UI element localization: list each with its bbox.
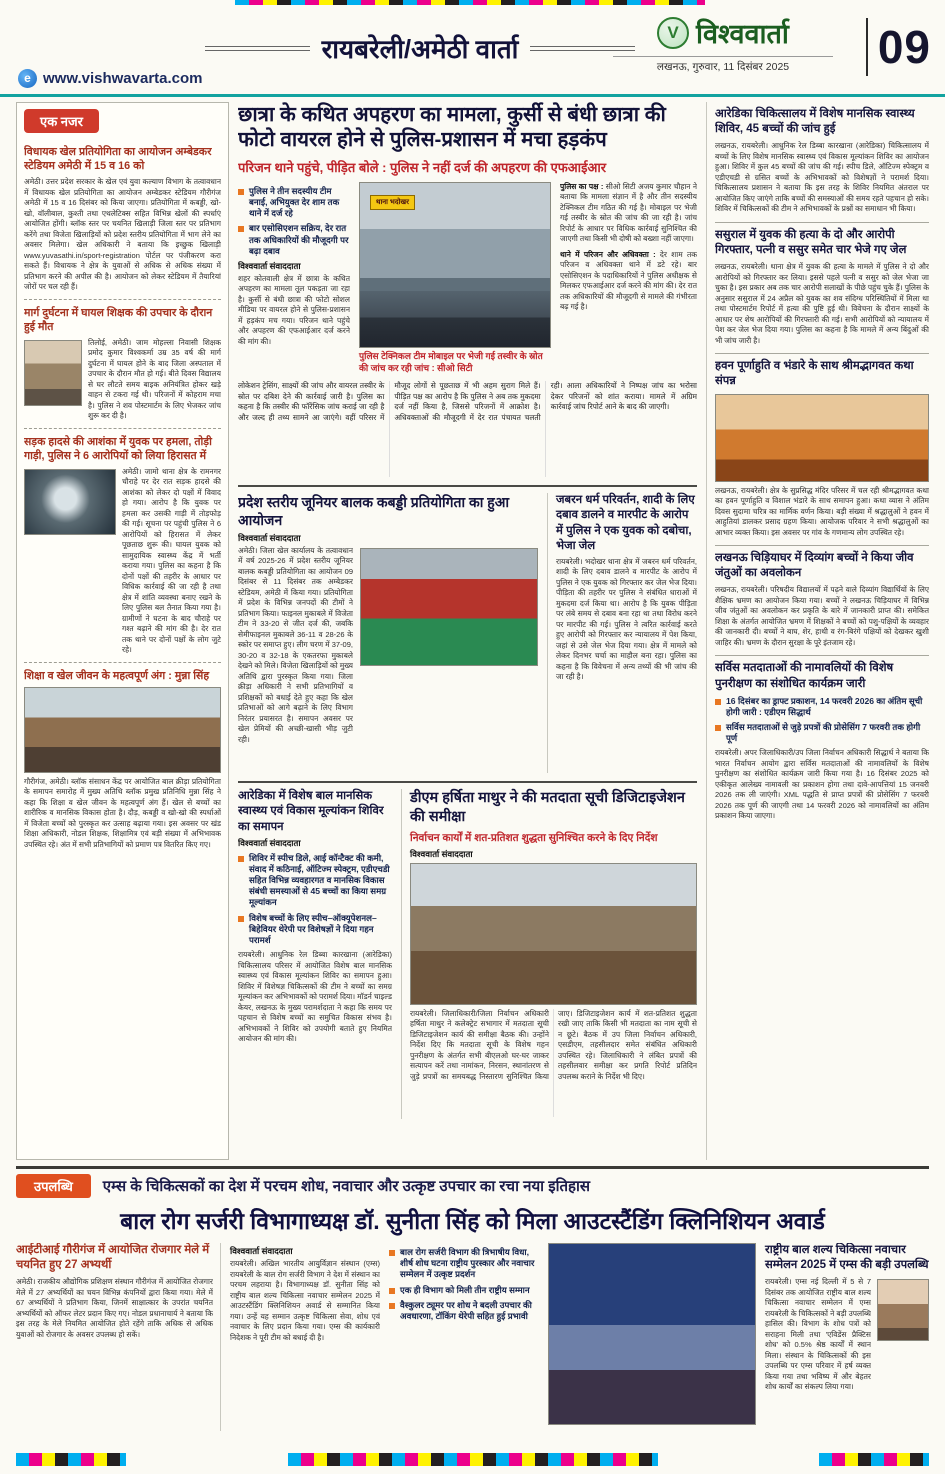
bullet-square-icon [715,725,721,731]
iti-job-fair-article [16,1243,221,1431]
section-title-wrap [205,30,635,66]
article-headline: आरेडिका चिकित्सालय में विशेष मानसिक स्वास्थ्य शिविर, 45 बच्चों की जांच हुई [715,108,915,136]
bullet-square-icon [238,916,244,922]
bullet-text: बाल रोग सर्जरी विभाग की त्रिभाषीय विधा, शीर्ष शोध घटना राष्ट्रीय पुरस्कार और नवाचार सम्मेलन में उत्कृष्ट प्रदर्शन [400,1247,535,1280]
website-url: www.vishwavarta.com [43,70,203,87]
color-registration-top [235,0,705,5]
right-article-2 [715,223,929,354]
byline: विश्ववार्ता संवाददाता [230,1246,293,1256]
review-meeting-photo [410,863,697,1005]
article-body: अमेठी। जामो थाना क्षेत्र के रामनगर चौराहे पर देर रात सड़क हादसे की आशंका को लेकर दो पक्षों में विवाद हो गया। आरोप है कि युवक पर हमला कर उसकी गाड़ी में तोड़फोड़ की गई। सूचना पर पहुंची पुलिस ने 6 आरोपियों को हिरासत में लेकर पूछताछ शुरू की। घायल युवक को सामुदायिक स्वास्थ्य केंद्र में भर्ती कराया गया। पुलिस का कहना है कि दोनों पक्षों की तहरीर के आधार पर विधिक कार्रवाई की जा रही है तथा क्षेत्र में शांति व्यवस्था बनाए रखने के लिए पुलिस बल तैनात किया गया है। ग्रामीणों ने घटना के बाद चौराहे पर गश्त बढ़ाने की मांग की है। देर रात तक थाने पर दोनों पक्षों के लोग जुटे रहे। [122,466,221,655]
globe-icon: e [18,69,37,88]
bullet-square-icon [238,856,244,862]
article-body: रायबरेली। आधुनिक रेल डिब्बा कारखाना (आरेडिका) चिकित्सालय परिसर में आयोजित विशेष बाल मानसिक स्वास्थ्य एवं विकास मूल्यांकन शिविर का समापन हुआ। शिविर में विशेषज्ञ चिकित्सकों की टीम ने बच्चों का समग्र मूल्यांकन कर अभिभावकों को परामर्श दिया। मॉडर्न चाइल्ड केयर, लखनऊ के मुख्य परामर्शदाता ने कहा कि समय पर पहचान से विशेष बच्चों का समुचित विकास संभव है। अभिभावकों ने शिविर को उपयोगी बताते हुए नियमित आयोजन की मांग की। [238,950,392,1044]
right-article-5 [715,656,929,829]
bullet-square-icon [715,699,721,705]
article-headline: लखनऊ चिड़ियाघर में दिव्यांग बच्चों ने किया जीव जंतुओं का अवलोकन [715,552,914,580]
doctor-portrait-photo [877,1279,929,1341]
revision-bullet-1 [715,696,929,718]
mid-row-3 [238,781,697,1119]
band-strip-headline: एम्स के चिकित्सकों का देश में परचम शोध, नवाचार और उत्कृष्ट उपचार का रचा नया इतिहास [102,1178,591,1195]
color-registration-bottom [16,1453,929,1466]
article-body: अमेठी। उत्तर प्रदेश सरकार के खेल एवं युवा कल्याण विभाग के तत्वावधान में विधायक खेल प्रतियोगिता का आयोजन अम्बेडकर स्टेडियम गौरीगंज अमेठी में 15 व 16 दिसंबर को किया जाएगा। प्रतियोगिता में कबड्डी, खो-खो, वॉलीबाल, कुश्ती तथा एथलेटिक्स सहित विभिन्न खेलों की स्पर्धाएं आयोजित होंगी। ब्लॉक स्तर पर चयनित खिलाड़ी जिला स्तर पर प्रतिभाग करेंगे तथा विजेता खिलाड़ियों को प्रदेश स्तरीय प्रतियोगिता में भाग लेने का अवसर मिलेगा। खेल अधिकारी ने बताया कि इच्छुक खिलाड़ी www.yuvasathi.in/sport-registration पोर्टल पर पंजीकरण करा सकते हैं। विधायक ने क्षेत्र के युवाओं से अधिक से अधिक संख्या में प्रतिभाग करने की अपील की है। आयोजन को लेकर स्टेडियम में तैयारियां जोरों पर चल रही हैं। [24,177,221,292]
award-ceremony-photo [548,1243,756,1425]
photo-crowd-figure [360,291,550,347]
brand-logo-icon: V [657,17,689,49]
article-headline: प्रदेश स्तरीय जूनियर बालक कबड्डी प्रतियोगिता का हुआ आयोजन [238,494,510,529]
prize-ceremony-photo [24,687,221,773]
lead-body: लोकेशन ट्रेसिंग, साक्ष्यों की जांच और वायरल तस्वीर के स्रोत पर दबिश देने की कार्रवाई जारी है। पुलिस का कहना है कि तस्वीर की फॉरेंसिक जांच कराई जा रही है और जल्द ही तथ्य सामने आ जाएंगे। वहीं परिसर में मौजूद लोगों से पूछताछ में भी अहम सुराग मिले हैं। पीड़ित पक्ष का आरोप है कि पुलिस ने अब तक मुकदमा दर्ज नहीं किया है, जिससे परिजनों में आक्रोश है। अधिवक्ताओं की मौजूदगी में देर रात पंचायत चलती रही। आला अधिकारियों ने निष्पक्ष जांच का भरोसा देकर परिजनों को शांत कराया। मामले में अग्रिम कार्रवाई जांच रिपोर्ट आने के बाद की जाएगी। [238,381,697,422]
kabaddi-article [238,493,538,773]
article-body: रायबरेली। जिलाधिकारी/जिला निर्वाचन अधिकारी हर्षिता माथुर ने कलेक्ट्रेट सभागार में मतदाता सूची डिजिटाइजेशन कार्य की समीक्षा बैठक की। उन्होंने निर्देश दिए कि मतदाता सूची के विशेष गहन पुनरीक्षण के अंतर्गत सभी बीएलओ घर-घर जाकर सत्यापन करें तथा नामांकन, निरसन, स्थानांतरण से जुड़े प्रपत्रों का समयबद्ध निस्तारण सुनिश्चित किया जाए। डिजिटाइजेशन कार्य में शत-प्रतिशत शुद्धता रखी जाए ताकि किसी भी मतदाता का नाम सूची से न छूटे। बैठक में उप जिला निर्वाचन अधिकारी, एसडीएम, तहसीलदार समेत संबंधित अधिकारी उपस्थित रहे। जिलाधिकारी ने लंबित प्रपत्रों की तहसीलवार समीक्षा कर प्रगति रिपोर्ट प्रतिदिन उपलब्ध कराने के निर्देश भी दिए। [410,1008,697,1081]
article-headline: शिक्षा व खेल जीवन के महत्वपूर्ण अंग : मुन्ना सिंह [24,669,210,682]
color-bar-center [288,1453,658,1466]
band-main-headline: बाल रोग सर्जरी विभागाध्यक्ष डॉ. सुनीता सिंह को मिला आउटस्टैंडिंग क्लिनिशियन अवार्ड [120,1208,825,1234]
article-headline: मार्ग दुर्घटना में घायल शिक्षक की उपचार के दौरान हुई मौत [24,306,213,333]
police-station-signboard: थाना भदोखर [370,195,415,210]
lead-photo-block [359,182,551,374]
article-body: रायबरेली। एम्स नई दिल्ली में 5 से 7 दिसंबर तक आयोजित राष्ट्रीय बाल शल्य चिकित्सा नवाचार सम्मेलन में एम्स रायबरेली के चिकित्सकों ने बड़ी उपलब्धि हासिल की। विभाग के शोध पत्रों को सराहना मिली तथा 'एविडेंस प्रैक्टिस शोध' को 0.5% श्रेष्ठ कार्यों में स्थान मिला। संस्थान के चिकित्सकों की इस उपलब्धि पर एम्स परिवार में हर्ष व्यक्त किया गया तथा भविष्य में और बेहतर शोध कार्यों का संकल्प लिया गया। [765,1277,871,1392]
bullet-square-icon [389,1250,395,1256]
byline: विश्ववार्ता संवाददाता [238,837,301,848]
side-lead2-label: थाने में परिजन और अधिवक्ता : [560,249,656,259]
camp-bullet-2 [238,913,392,947]
ek-nazar-article-1 [24,139,221,300]
bullet-text: विशेष बच्चों के लिए स्पीच–ऑक्यूपेशनल–बिहेवियर थेरेपी पर विशेषज्ञों ने दिया गहन परामर्श [249,912,377,945]
article-body: लखनऊ, रायबरेली। थाना क्षेत्र में युवक की हत्या के मामले में पुलिस ने दो और आरोपियों को गिरफ्तार कर लिया। इससे पहले पत्नी व ससुर को जेल भेजा जा चुका है। इस प्रकार अब तक चार आरोपी सलाखों के पीछे पहुंच चुके हैं। पुलिस के अनुसार ससुराल में 24 अप्रैल को युवक का शव संदिग्ध परिस्थितियों में मिला था तथा पोस्टमार्टम रिपोर्ट में हत्या की पुष्टि हुई थी। विवेचना के दौरान साक्ष्यों के आधार पर शेष आरोपियों की गिरफ्तारी की गई। सभी आरोपियों को न्यायालय में पेश कर जेल भेज दिया गया। पुलिस का कहना है कि मामले में अन्य बिंदुओं की भी जांच जारी है। [715,262,929,345]
article-headline: ससुराल में युवक की हत्या के दो और आरोपी गिरफ्तार, पत्नी व ससुर समेत चार भेजे गए जेल [715,228,907,257]
conversion-arrest-article [547,493,697,773]
article-headline: डीएम हर्षिता माथुर ने की मतदाता सूची डिजिटाइजेशन की समीक्षा [410,790,685,826]
lead-bullet-2 [238,223,350,257]
section-title: रायबरेली/अमेठी वार्ता [321,34,519,64]
lead-intro: शहर कोतवाली क्षेत्र में छात्रा के कथित अपहरण का मामला तूल पकड़ता जा रहा है। कुर्सी से बंधी छात्रा की फोटो सोशल मीडिया पर वायरल होने से पुलिस-प्रशासन में हड़कंप मच गया। परिजन थाने पहुंचे और अपहरण की एफआईआर दर्ज करने की मांग की। [238,273,350,346]
lead-story [238,102,697,477]
band-bullet-1 [389,1247,539,1281]
ek-nazar-column [16,102,229,1160]
mid-row-2 [238,485,697,773]
article-headline: सड़क हादसे की आशंका में युवक पर हमला, तोड़ी गाड़ी, पुलिस ने 6 आरोपियों को लिया हिरासत में [24,435,212,462]
brand-block [613,14,833,74]
article-headline: हवन पूर्णाहुति व भंडारे के साथ श्रीमद्भागवत कथा संपन्न [715,360,914,388]
article-body: रायबरेली। भदोखर थाना क्षेत्र में जबरन धर्म परिवर्तन, शादी के लिए दबाव डालने व मारपीट के आरोप में पुलिस ने एक युवक को गिरफ्तार कर जेल भेज दिया। पीड़िता की तहरीर पर पुलिस ने संबंधित धाराओं में मुकदमा दर्ज किया था। आरोप है कि युवक पीड़िता पर लंबे समय से दबाव बना रहा था तथा विरोध करने पर मारपीट की गई। पुलिस ने त्वरित कार्रवाई करते हुए आरोपी को गिरफ्तार कर न्यायालय में पेश किया, जहां से उसे जेल भेज दिया गया। क्षेत्र में मामले को लेकर दिनभर चर्चा का माहौल बना रहा। पुलिस का कहना है कि विवेचना में अन्य तथ्यों की भी जांच की जा रही है। [556,556,697,682]
article-body: लखनऊ, रायबरेली। परिषदीय विद्यालयों में पढ़ने वाले दिव्यांग विद्यार्थियों के लिए शैक्षिक भ्रमण का आयोजन किया गया। बच्चों ने लखनऊ चिड़ियाघर में विभिन्न जीव जंतुओं का अवलोकन कर प्रकृति के बारे में जानकारी प्राप्त की। समेकित शिक्षा के अंतर्गत आयोजित भ्रमण में शिक्षकों ने बच्चों को पशु-पक्षियों के व्यवहार की जानकारी दी। बच्चों ने बाघ, शेर, हाथी व रंग-बिरंगे पक्षियों को देखकर खुशी जाहिर की। भ्रमण के दौरान सुरक्षा के पूरे इंतजाम रहे। [715,585,929,647]
color-bar-left [16,1453,126,1466]
article-headline: विधायक खेल प्रतियोगिता का आयोजन अम्बेडकर स्टेडियम अमेठी में 15 व 16 को [24,146,212,173]
aredica-camp-article [238,789,392,1119]
bullet-square-icon [389,1303,395,1309]
teacher-portrait-photo [24,340,82,406]
camp-bullet-1 [238,853,392,909]
band-header [16,1174,929,1198]
ek-nazar-article-2 [24,300,221,429]
main-content [16,102,929,1160]
right-article-4 [715,546,929,656]
ek-nazar-article-3 [24,429,221,663]
article-body: तिलोई, अमेठी। जाम मोहल्ला निवासी शिक्षक प्रमोद कुमार विश्वकर्मा उम्र 35 वर्ष की मार्ग दुर्घटना में घायल होने के बाद जिला अस्पताल में उपचार के दौरान मौत हो गई। बीते दिवस विद्यालय से घर लौटते समय बाइक अनियंत्रित होकर खड़े वाहन से टकरा गई थी। परिजनों में कोहराम मचा है। पुलिस ने शव पोस्टमार्टम के लिए भेजकर जांच शुरू कर दी है। [88,337,221,421]
revision-bullet-2 [715,722,929,744]
bullet-square-icon [389,1288,395,1294]
band-bullet-2 [389,1285,539,1296]
ek-nazar-badge: एक नजर [24,109,99,133]
article-headline: राष्ट्रीय बाल शल्य चिकित्सा नवाचार सम्मेलन 2025 में एम्स की बड़ी उपलब्धि [765,1244,929,1272]
color-bar-right [819,1453,929,1466]
bullet-text: 16 दिसंबर का ड्राफ्ट प्रकाशन, 14 फरवरी 2026 का अंतिम सूची होगी जारी : एडीएम सिद्धार्थ [726,695,923,717]
masthead [0,6,945,92]
bullet-text: शिविर में स्पीच डिले, आई कॉन्टैक्ट की कमी, संवाद में कठिनाई, ऑटिज्म स्पेक्ट्रम, एडीएचडी सहित विभिन्न व्यवहारगत व मानसिक विकास संबंधी समस्याओं से 45 बच्चों का किया समग्र मूल्यांकन [249,852,390,908]
byline: विश्ववार्ता संवाददाता [238,532,301,543]
lead-side-column [560,182,697,374]
bullet-text: बार एसोसिएशन सक्रिय, देर रात तक अधिकारियों की मौजूदगी पर बढ़ा दबाव [249,223,349,256]
article-body: अमेठी। राजकीय औद्योगिक प्रशिक्षण संस्थान गौरीगंज में आयोजित रोजगार मेले में 27 अभ्यर्थियों का चयन विभिन्न कंपनियों द्वारा किया गया। मेले में 67 अभ्यर्थियों ने प्रतिभाग किया, जिनमें साक्षात्कार के उपरांत चयनित अभ्यर्थियों को ऑफर लेटर प्रदान किए गए। नोडल प्रधानाचार्य ने बताया कि इस तरह के मेले नियमित आयोजित होते रहेंगे ताकि अधिक से अधिक युवाओं को रोजगार के अवसर उपलब्ध हो सकें। [16,1277,213,1339]
band-bullets-column [389,1243,539,1431]
achievement-band [16,1166,929,1438]
ek-nazar-article-4 [24,663,221,857]
lead-subhead: परिजन थाने पहुंचे, पीड़ित बोले : पुलिस ने नहीं दर्ज की अपहरण की एफआईआर [238,159,607,175]
dm-review-article [401,789,697,1119]
byline: विश्ववार्ता संवाददाता [410,848,473,859]
brand-name: विश्ववार्ता [696,19,789,49]
police-station-photo [359,182,551,348]
side-lead2-text: देर शाम तक परिजन व अधिवक्ता थाने में डटे रहे। बार एसोसिएशन के पदाधिकारियों ने पुलिस अधीक्षक से मिलकर एफआईआर दर्ज करने की मांग की। देर रात तक अधिकारियों की मौजूदगी से मामले की गंभीरता बढ़ गई है। [560,249,697,312]
article-body: अमेठी। जिला खेल कार्यालय के तत्वावधान में वर्ष 2025-26 में प्रदेश स्तरीय जूनियर बालक कबड्डी प्रतियोगिता का आयोजन 09 दिसंबर से 11 दिसंबर तक अम्बेडकर स्टेडियम, अमेठी में किया गया। प्रतियोगिता में प्रदेश के विभिन्न जनपदों की टीमों ने प्रतिभाग किया। फाइनल मुकाबले में विजेता टीम ने 33-20 से जीत दर्ज की, जबकि सेमीफाइनल मुकाबले 36-11 व 28-26 के स्कोर पर समाप्त हुए। लीग चरण में 37-09, 30-20 व 32-18 के एकतरफा मुकाबले देखने को मिले। विजेता खिलाड़ियों को मुख्य अतिथि द्वारा पुरस्कृत किया गया। जिला क्रीड़ा अधिकारी ने सभी प्रतिभागियों व प्रशिक्षकों को बधाई देते हुए कहा कि खेल प्रतिभाओं को आगे बढ़ाने के लिए विभाग निरंतर प्रयासरत है। समापन अवसर पर खेल प्रेमियों की अच्छी-खासी भीड़ जुटी रही। [238,545,353,744]
article-body: लखनऊ, रायबरेली। क्षेत्र के सुप्रसिद्ध मंदिर परिसर में चल रही श्रीमद्भागवत कथा का हवन पूर्णाहुति व विशाल भंडारे के साथ समापन हुआ। कथा व्यास ने अंतिम दिवस सुदामा चरित्र का मार्मिक वर्णन किया। बड़ी संख्या में श्रद्धालुओं ने हवन में आहुतियां डालकर प्रसाद ग्रहण किया। आयोजक परिवार ने सभी श्रद्धालुओं का आभार व्यक्त किया। इस अवसर पर गांव के गणमान्य लोग उपस्थित रहे। [715,485,929,537]
masthead-bottom-rule [0,94,945,97]
band-bullet-3 [389,1300,539,1322]
article-subhead: निर्वाचन कार्यों में शत-प्रतिशत शुद्धता सुनिश्चित करने के दिए निर्देश [410,831,658,844]
bullet-text: सर्विस मतदाताओं से जुड़े प्रपत्रों की प्रोसेसिंग 7 फरवरी तक होगी पूर्ण [726,722,921,744]
bullet-square-icon [238,226,244,232]
article-headline: आईटीआई गौरीगंज में आयोजित रोजगार मेले में चयनित हुए 27 अभ्यर्थी [16,1244,210,1272]
edition-dateline: लखनऊ, गुरुवार, 11 दिसंबर 2025 [613,56,833,74]
bullet-square-icon [238,189,244,195]
bullet-text: एक ही विभाग को मिली तीन राष्ट्रीय सम्मान [400,1284,530,1295]
bullet-text: पुलिस ने तीन सदस्यीय टीम बनाई, अभियुक्त देर शाम तक थाने में दर्ज रहे [249,185,340,219]
page-number-block [866,18,931,76]
right-column [706,102,929,1160]
website-block [18,69,203,88]
lead-bullet-1 [238,186,350,220]
lead-photo-caption: पुलिस टेक्निकल टीम मोबाइल पर भेजी गई तस्वीर के स्रोत की जांच कर रही जांच : सीओ सिटी [359,350,543,373]
masthead-rule-left [205,46,310,51]
side-lead-text: सीओ सिटी अजय कुमार चौहान ने बताया कि मामला संज्ञान में है और तीन सदस्यीय टेक्निकल टीम गठित की गई है। मोबाइल पर भेजी गई तस्वीर के स्रोत की जांच की जा रही है। जांच रिपोर्ट के आधार पर विधिक कार्रवाई सुनिश्चित की जाएगी तथा किसी भी दोषी को बख्शा नहीं जाएगा। [560,181,697,244]
article-body: रायबरेली। अखिल भारतीय आयुर्विज्ञान संस्थान (एम्स) रायबरेली के बाल रोग सर्जरी विभाग ने देश में संस्थान का परचम लहराया है। विभागाध्यक्ष डॉ. सुनीता सिंह को राष्ट्रीय बाल शल्य चिकित्सा नवाचार सम्मेलन 2025 में आउटस्टैंडिंग क्लिनिशियन अवार्ड से सम्मानित किया गया। उन्हें यह सम्मान उत्कृष्ट चिकित्सा सेवा, शोध एवं नवाचार के लिए प्रदान किया गया। एम्स की कार्यकारी निदेशक ने पूरी टीम को बधाई दी है। [230,1259,380,1342]
article-headline: जबरन धर्म परिवर्तन, शादी के लिए दबाव डालने व मारपीट के आरोप में पुलिस ने एक युवक को दबोचा, भेजा जेल [556,494,695,552]
band-right-article [765,1243,929,1431]
band-mid-column [230,1243,380,1431]
band-row [16,1243,929,1431]
lead-headline: छात्रा के कथित अपहरण का मामला, कुर्सी से बंधी छात्रा की फोटो वायरल होने से पुलिस-प्रशासन में मचा हड़कंप [238,103,666,152]
bullet-text: वैस्कुलर ट्यूमर पर शोध ने बदली उपचार की अवधारणा, टॉकिंग थेरेपी सहित हुई प्रभावी [400,1299,532,1321]
right-article-1 [715,102,929,223]
right-article-3 [715,354,929,546]
article-headline: आरेडिका में विशेष बाल मानसिक स्वास्थ्य एवं विकास मूल्यांकन शिविर का समापन [238,790,384,833]
article-body: रायबरेली। अपर जिलाधिकारी/उप जिला निर्वाचन अधिकारी सिद्धार्थ ने बताया कि भारत निर्वाचन आयोग द्वारा सर्विस मतदाताओं की नामावलियों के विशेष पुनरीक्षण का संशोधित कार्यक्रम जारी किया गया है। 16 दिसंबर 2025 को एकीकृत आलेख्य नामावली का प्रकाशन होगा तथा दावे-आपत्तियां 15 जनवरी 2026 तक ली जाएंगी। XML पद्धति से प्राप्त प्रपत्रों की प्रोसेसिंग 7 फरवरी 2026 तक पूर्ण की जाएगी तथा 14 फरवरी 2026 को नामावलियों का अंतिम प्रकाशन किया जाएगा। [715,748,929,821]
article-body: लखनऊ, रायबरेली। आधुनिक रेल डिब्बा कारखाना (आरेडिका) चिकित्सालय में बच्चों के लिए विशेष मानसिक स्वास्थ्य एवं विकास मूल्यांकन शिविर का आयोजन हुआ। शिविर में कुल 45 बच्चों की जांच की गई। स्पीच डिले, ऑटिज्म स्पेक्ट्रम व एडीएचडी से ग्रसित बच्चों के अभिभावकों को विशेषज्ञों ने परामर्श दिया। चिकित्सालय प्रशासन ने बताया कि इस तरह के शिविर नियमित अंतराल पर आयोजित किए जाएंगे ताकि बच्चों की समस्याओं की समय रहते पहचान हो सके। शिविर में चिकित्सकों की टीम ने अभिभावकों के प्रश्नों का समाधान भी किया। [715,141,929,214]
bhagwat-katha-photo [715,394,929,482]
article-headline: सर्विस मतदाताओं की नामावलियों की विशेष पुनरीक्षण का संशोधित कार्यक्रम जारी [715,662,894,690]
page-number-divider [866,18,868,76]
broken-windshield-photo [24,469,116,535]
article-body: गौरीगंज, अमेठी। ब्लॉक संसाधन केंद्र पर आयोजित बाल क्रीड़ा प्रतियोगिता के समापन समारोह में मुख्य अतिथि ब्लॉक प्रमुख प्रतिनिधि मुन्ना सिंह ने कहा कि शिक्षा व खेल जीवन के महत्वपूर्ण अंग हैं। खेल से बच्चों का शारीरिक व मानसिक विकास होता है। दौड़, कबड्डी व खो-खो की स्पर्धाओं में विजेता बच्चों को पुरस्कृत कर उत्साह बढ़ाया गया। इस अवसर पर खंड शिक्षा अधिकारी, नोडल शिक्षक, शिक्षामित्र एवं बड़ी संख्या में अभिभावक उपस्थित रहे। अंत में सभी प्रतिभागियों को प्रमाण पत्र वितरित किए गए। [24,776,221,849]
center-column [238,102,697,1160]
byline: विश्ववार्ता संवाददाता [238,260,301,271]
lead-bullets [238,182,350,374]
page-number: 09 [877,21,931,73]
kabaddi-match-photo [360,548,538,666]
side-lead-label: पुलिस का पक्ष : [560,181,604,191]
achievement-badge: उपलब्धि [16,1174,91,1198]
